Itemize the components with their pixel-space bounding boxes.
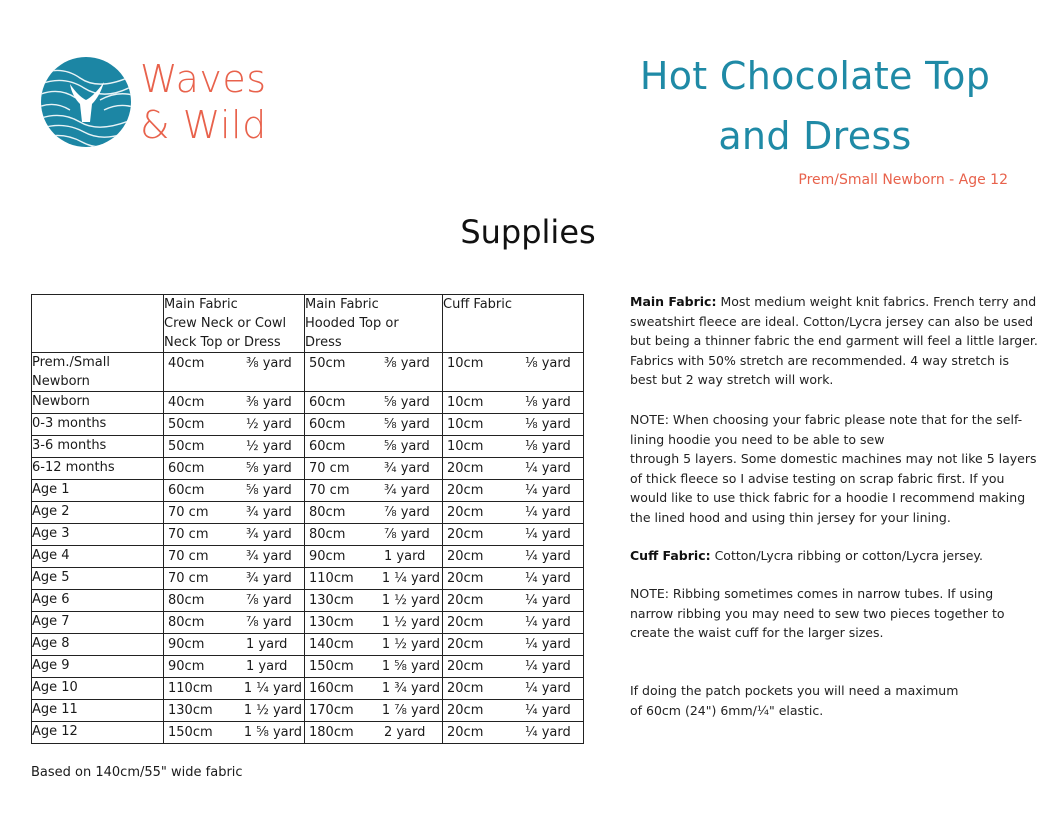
hooded-cm-value: 50cm bbox=[309, 356, 346, 371]
table-header-row bbox=[32, 295, 584, 353]
table-row bbox=[32, 700, 584, 722]
crew-neck-yard-value: ½ yard bbox=[246, 439, 292, 454]
cuff-cm-value: 20cm bbox=[447, 527, 484, 542]
cuff-cm-value: 20cm bbox=[447, 703, 484, 718]
crew-neck-cm-value: 40cm bbox=[168, 395, 205, 410]
hooded-cm-value: 160cm bbox=[309, 681, 354, 696]
cuff-yard-value: ¼ yard bbox=[525, 461, 571, 476]
hooded-cm-value: 90cm bbox=[309, 549, 346, 564]
cuff-yard-value: ¼ yard bbox=[525, 659, 571, 674]
hooded-yard-value: 1 ½ yard bbox=[381, 593, 440, 608]
size-cell: Age 11 bbox=[32, 700, 164, 722]
brand-wordmark bbox=[140, 56, 267, 148]
pattern-title-line-2: and Dress bbox=[718, 114, 912, 158]
hooded-cell bbox=[305, 656, 443, 678]
cuff-cell bbox=[443, 480, 584, 502]
hooded-cell bbox=[305, 414, 443, 436]
hooded-cell bbox=[305, 524, 443, 546]
hooded-yard-value: ⅜ yard bbox=[384, 356, 430, 371]
pattern-title-line-1: Hot Chocolate Top bbox=[639, 54, 991, 98]
size-cell: Age 4 bbox=[32, 546, 164, 568]
crew-neck-cell bbox=[164, 480, 305, 502]
cuff-cm-value: 20cm bbox=[447, 461, 484, 476]
hooded-cell bbox=[305, 436, 443, 458]
crew-neck-cm-value: 90cm bbox=[168, 659, 205, 674]
fabric-notes bbox=[630, 292, 1040, 720]
cuff-column-header: Cuff Fabric bbox=[443, 295, 584, 353]
hooded-yard-value: ⅞ yard bbox=[384, 527, 430, 542]
cuff-fabric-text: Cotton/Lycra ribbing or cotton/Lycra jersey. bbox=[710, 547, 984, 563]
cuff-cell bbox=[443, 700, 584, 722]
cuff-yard-value: ¼ yard bbox=[525, 681, 571, 696]
cuff-cm-value: 20cm bbox=[447, 505, 484, 520]
hooded-yard-value: 2 yard bbox=[384, 725, 426, 740]
crew-neck-cm-value: 130cm bbox=[168, 703, 213, 718]
crew-neck-yard-value: 1 yard bbox=[246, 637, 288, 652]
cuff-cm-value: 10cm bbox=[447, 395, 484, 410]
hooded-yard-value: ¾ yard bbox=[384, 461, 430, 476]
crew-neck-yard-value: ⅞ yard bbox=[246, 615, 292, 630]
size-cell: Age 2 bbox=[32, 502, 164, 524]
crew-neck-cell bbox=[164, 458, 305, 480]
cuff-cell bbox=[443, 502, 584, 524]
crew-neck-yard-value: 1 yard bbox=[246, 659, 288, 674]
hooded-cell bbox=[305, 392, 443, 414]
table-row bbox=[32, 392, 584, 414]
hooded-cell bbox=[305, 634, 443, 656]
crew-neck-cell bbox=[164, 678, 305, 700]
cuff-cm-value: 10cm bbox=[447, 417, 484, 432]
cuff-yard-value: ⅛ yard bbox=[525, 395, 571, 410]
hooded-cm-value: 140cm bbox=[309, 637, 354, 652]
size-cell: Age 1 bbox=[32, 480, 164, 502]
crew-neck-yard-value: 1 ½ yard bbox=[243, 703, 302, 718]
cuff-yard-value: ⅛ yard bbox=[525, 356, 571, 371]
hooded-cm-value: 70 cm bbox=[309, 483, 350, 498]
cuff-yard-value: ¼ yard bbox=[525, 593, 571, 608]
brand-line-1: Waves bbox=[140, 57, 267, 101]
hooded-cell bbox=[305, 502, 443, 524]
hooded-cm-value: 60cm bbox=[309, 395, 346, 410]
crew-neck-cm-value: 40cm bbox=[168, 356, 205, 371]
brand-line-2: & Wild bbox=[140, 103, 267, 147]
cuff-cell bbox=[443, 634, 584, 656]
size-cell: Age 12 bbox=[32, 722, 164, 744]
crew-neck-cell bbox=[164, 392, 305, 414]
hooded-yard-value: ⅞ yard bbox=[384, 505, 430, 520]
hooded-cell bbox=[305, 353, 443, 392]
crew-neck-cell bbox=[164, 414, 305, 436]
hooded-yard-value: 1 ½ yard bbox=[381, 637, 440, 652]
size-column-header bbox=[32, 295, 164, 353]
crew-neck-cm-value: 70 cm bbox=[168, 571, 209, 586]
hooded-cell bbox=[305, 546, 443, 568]
hooded-cm-value: 60cm bbox=[309, 439, 346, 454]
cuff-cm-value: 20cm bbox=[447, 725, 484, 740]
cuff-cm-value: 20cm bbox=[447, 593, 484, 608]
table-row bbox=[32, 634, 584, 656]
cuff-cell bbox=[443, 568, 584, 590]
cuff-cell bbox=[443, 353, 584, 392]
cuff-yard-value: ¼ yard bbox=[525, 505, 571, 520]
crew-neck-yard-value: 1 ¼ yard bbox=[243, 681, 302, 696]
hooded-cm-value: 180cm bbox=[309, 725, 354, 740]
crew-neck-cm-value: 70 cm bbox=[168, 549, 209, 564]
crew-neck-cell bbox=[164, 612, 305, 634]
cuff-cell bbox=[443, 414, 584, 436]
cuff-yard-value: ¼ yard bbox=[525, 615, 571, 630]
crew-neck-yard-value: ¾ yard bbox=[246, 549, 292, 564]
crew-neck-yard-value: ¾ yard bbox=[246, 571, 292, 586]
cuff-cm-value: 10cm bbox=[447, 439, 484, 454]
hooded-yard-value: 1 ¼ yard bbox=[381, 571, 440, 586]
ribbing-note: NOTE: Ribbing sometimes comes in narrow tubes. If using narrow ribbing you may need to sew two pieces together to create the waist cuff for the larger sizes. bbox=[630, 586, 1005, 641]
cuff-yard-value: ⅛ yard bbox=[525, 439, 571, 454]
hooded-yard-value: 1 yard bbox=[384, 549, 426, 564]
hooded-yard-value: ¾ yard bbox=[384, 483, 430, 498]
crew-neck-cm-value: 150cm bbox=[168, 725, 213, 740]
cuff-cell bbox=[443, 590, 584, 612]
table-row bbox=[32, 524, 584, 546]
table-row bbox=[32, 722, 584, 744]
cuff-cell bbox=[443, 678, 584, 700]
cuff-cm-value: 20cm bbox=[447, 615, 484, 630]
crew-neck-cell bbox=[164, 700, 305, 722]
crew-neck-yard-value: ⅜ yard bbox=[246, 395, 292, 410]
hooded-yard-value: 1 ⅞ yard bbox=[381, 703, 440, 718]
table-row bbox=[32, 436, 584, 458]
main-fabric-text: Most medium weight knit fabrics. French terry and sweatshirt fleece are ideal. Cotton/Lycra jersey can also be used but being a thinner fabric the end garment will feel a little larger. Fabrics with 50% stretch are recommended. 4 way stretch is best but 2 way stretch will work. bbox=[630, 294, 1038, 388]
cuff-yard-value: ¼ yard bbox=[525, 703, 571, 718]
cuff-yard-value: ¼ yard bbox=[525, 637, 571, 652]
hooded-cm-value: 80cm bbox=[309, 505, 346, 520]
size-cell: Age 10 bbox=[32, 678, 164, 700]
hooded-cm-value: 110cm bbox=[309, 571, 354, 586]
crew-neck-yard-value: 1 ⅝ yard bbox=[243, 725, 302, 740]
size-cell: Age 6 bbox=[32, 590, 164, 612]
supplies-table bbox=[31, 294, 584, 744]
crew-neck-cell bbox=[164, 524, 305, 546]
size-range-subtitle: Prem/Small Newborn - Age 12 bbox=[798, 172, 1008, 188]
table-row bbox=[32, 612, 584, 634]
cuff-cell bbox=[443, 458, 584, 480]
crew-neck-cm-value: 50cm bbox=[168, 417, 205, 432]
cuff-cell bbox=[443, 656, 584, 678]
table-row bbox=[32, 678, 584, 700]
crew-neck-yard-value: ⅞ yard bbox=[246, 593, 292, 608]
main-fabric-label: Main Fabric: bbox=[630, 294, 717, 309]
cuff-cm-value: 20cm bbox=[447, 659, 484, 674]
cuff-cell bbox=[443, 612, 584, 634]
hooded-cm-value: 70 cm bbox=[309, 461, 350, 476]
pattern-title bbox=[600, 46, 1030, 166]
size-cell: Age 3 bbox=[32, 524, 164, 546]
crew-neck-cell bbox=[164, 722, 305, 744]
size-cell: Age 5 bbox=[32, 568, 164, 590]
crew-neck-yard-value: ⅝ yard bbox=[246, 483, 292, 498]
size-cell: 3-6 months bbox=[32, 436, 164, 458]
size-cell: Age 8 bbox=[32, 634, 164, 656]
hooded-cm-value: 60cm bbox=[309, 417, 346, 432]
crew-neck-cm-value: 110cm bbox=[168, 681, 213, 696]
hooded-yard-value: ⅝ yard bbox=[384, 395, 430, 410]
size-cell: Prem./Small Newborn bbox=[32, 353, 164, 392]
table-row bbox=[32, 656, 584, 678]
pocket-elastic-note: If doing the patch pockets you will need a maximum of 60cm (24") 6mm/¼" elastic. bbox=[630, 682, 959, 718]
hooded-cell bbox=[305, 590, 443, 612]
cuff-cell bbox=[443, 524, 584, 546]
size-cell: 6-12 months bbox=[32, 458, 164, 480]
crew-neck-yard-value: ¾ yard bbox=[246, 527, 292, 542]
crew-neck-cm-value: 60cm bbox=[168, 461, 205, 476]
cuff-yard-value: ¼ yard bbox=[525, 527, 571, 542]
cuff-cm-value: 20cm bbox=[447, 681, 484, 696]
table-row bbox=[32, 546, 584, 568]
hooded-cell bbox=[305, 678, 443, 700]
cuff-fabric-label: Cuff Fabric: bbox=[630, 547, 711, 563]
crew-neck-cell bbox=[164, 353, 305, 392]
hooded-cell bbox=[305, 480, 443, 502]
crew-neck-cell bbox=[164, 502, 305, 524]
crew-neck-cm-value: 90cm bbox=[168, 637, 205, 652]
crew-neck-cm-value: 70 cm bbox=[168, 527, 209, 542]
hooded-cell bbox=[305, 568, 443, 590]
crew-neck-cm-value: 80cm bbox=[168, 615, 205, 630]
hooded-cm-value: 170cm bbox=[309, 703, 354, 718]
hooded-yard-value: ⅝ yard bbox=[384, 439, 430, 454]
table-row bbox=[32, 502, 584, 524]
fabric-width-footnote: Based on 140cm/55" wide fabric bbox=[31, 765, 243, 780]
hooded-cm-value: 130cm bbox=[309, 593, 354, 608]
size-cell: Newborn bbox=[32, 392, 164, 414]
hooded-yard-value: ⅝ yard bbox=[384, 417, 430, 432]
crew-neck-yard-value: ½ yard bbox=[246, 417, 292, 432]
hooded-cell bbox=[305, 458, 443, 480]
cuff-cm-value: 10cm bbox=[447, 356, 484, 371]
table-row bbox=[32, 590, 584, 612]
crew-neck-cell bbox=[164, 436, 305, 458]
hooded-column-header: Main Fabric Hooded Top or Dress bbox=[305, 295, 443, 353]
cuff-cell bbox=[443, 722, 584, 744]
crew-neck-cm-value: 80cm bbox=[168, 593, 205, 608]
fabric-choice-note: NOTE: When choosing your fabric please note that for the self-lining hoodie you need to be able to sew through 5 layers. Some domestic machines may not like 5 layers of thick fleece so I advise testing on scrap fabric first. If you would like to use thick fabric for a hoodie I recommend making the lined hood and using thin jersey for your lining. bbox=[630, 411, 1037, 525]
crew-neck-cell bbox=[164, 656, 305, 678]
crew-neck-cell bbox=[164, 568, 305, 590]
table-row bbox=[32, 568, 584, 590]
section-heading: Supplies bbox=[460, 213, 596, 251]
cuff-yard-value: ¼ yard bbox=[525, 725, 571, 740]
crew-neck-cm-value: 70 cm bbox=[168, 505, 209, 520]
table-row bbox=[32, 353, 584, 392]
hooded-cm-value: 150cm bbox=[309, 659, 354, 674]
hooded-yard-value: 1 ¾ yard bbox=[381, 681, 440, 696]
size-cell: 0-3 months bbox=[32, 414, 164, 436]
table-row bbox=[32, 414, 584, 436]
main-fabric-note bbox=[630, 292, 1040, 390]
crew-neck-cell bbox=[164, 590, 305, 612]
cuff-yard-value: ⅛ yard bbox=[525, 417, 571, 432]
table-row bbox=[32, 480, 584, 502]
crew-neck-yard-value: ⅝ yard bbox=[246, 461, 292, 476]
cuff-cm-value: 20cm bbox=[447, 549, 484, 564]
size-cell: Age 9 bbox=[32, 656, 164, 678]
cuff-cm-value: 20cm bbox=[447, 483, 484, 498]
wave-whale-tail-logo-icon bbox=[40, 56, 132, 148]
hooded-yard-value: 1 ½ yard bbox=[381, 615, 440, 630]
cuff-yard-value: ¼ yard bbox=[525, 571, 571, 586]
hooded-cm-value: 130cm bbox=[309, 615, 354, 630]
crew-neck-cell bbox=[164, 634, 305, 656]
crew-neck-cell bbox=[164, 546, 305, 568]
cuff-cm-value: 20cm bbox=[447, 571, 484, 586]
hooded-yard-value: 1 ⅝ yard bbox=[381, 659, 440, 674]
cuff-fabric-note bbox=[630, 546, 1040, 566]
hooded-cell bbox=[305, 612, 443, 634]
crew-neck-column-header: Main Fabric Crew Neck or Cowl Neck Top or Dress bbox=[164, 295, 305, 353]
size-cell: Age 7 bbox=[32, 612, 164, 634]
crew-neck-cm-value: 60cm bbox=[168, 483, 205, 498]
crew-neck-cm-value: 50cm bbox=[168, 439, 205, 454]
cuff-cell bbox=[443, 392, 584, 414]
cuff-cell bbox=[443, 546, 584, 568]
hooded-cm-value: 80cm bbox=[309, 527, 346, 542]
cuff-yard-value: ¼ yard bbox=[525, 549, 571, 564]
hooded-cell bbox=[305, 700, 443, 722]
cuff-cm-value: 20cm bbox=[447, 637, 484, 652]
crew-neck-yard-value: ¾ yard bbox=[246, 505, 292, 520]
table-row bbox=[32, 458, 584, 480]
hooded-cell bbox=[305, 722, 443, 744]
crew-neck-yard-value: ⅜ yard bbox=[246, 356, 292, 371]
cuff-cell bbox=[443, 436, 584, 458]
cuff-yard-value: ¼ yard bbox=[525, 483, 571, 498]
